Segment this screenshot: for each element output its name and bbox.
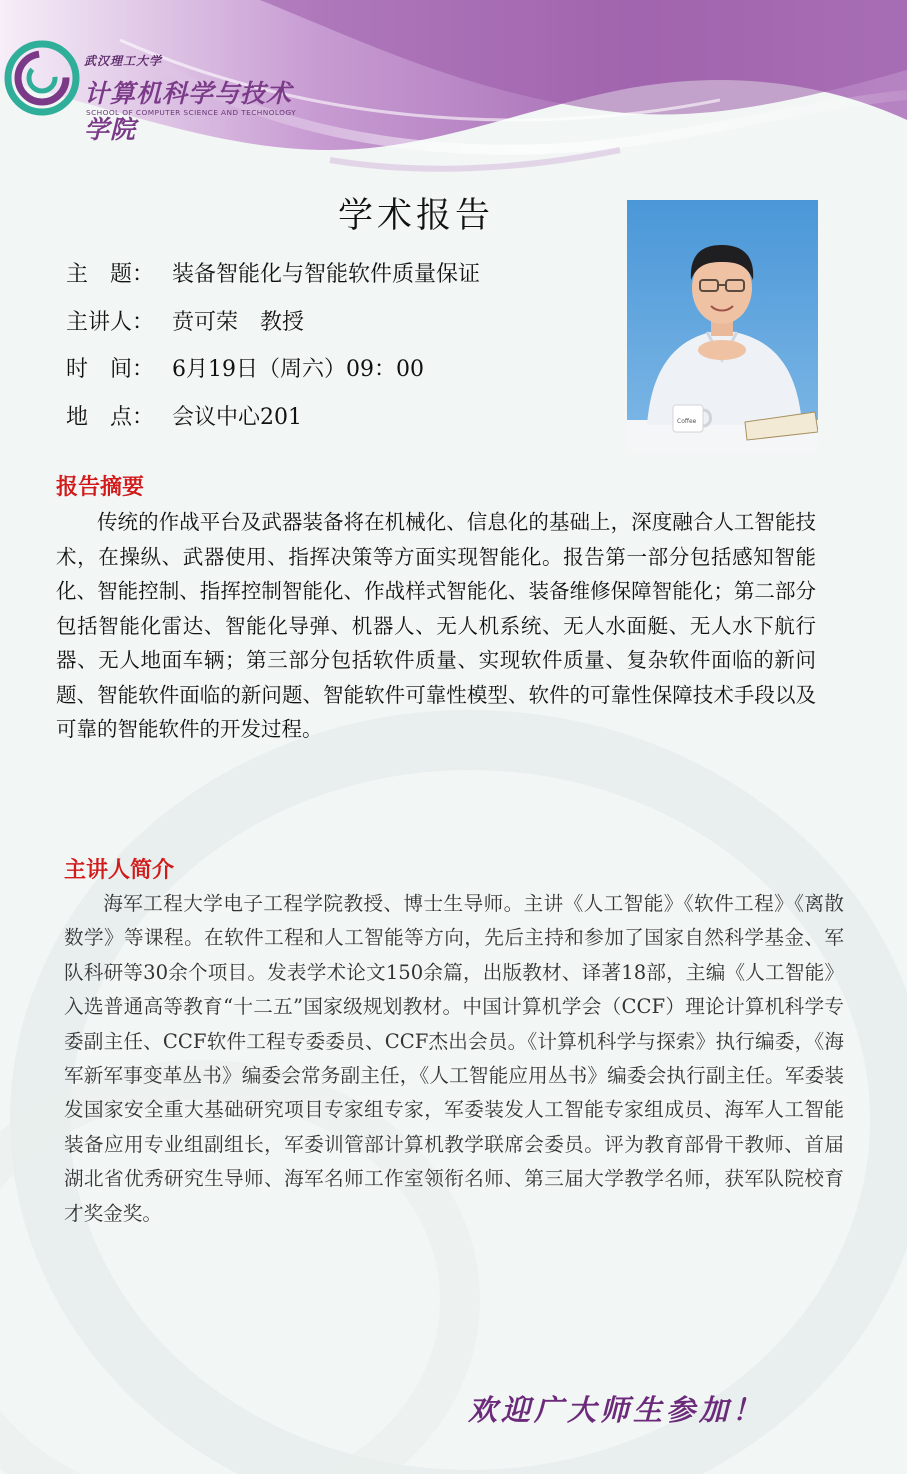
bio-text: 海军工程大学电子工程学院教授、博士生导师。主讲《人工智能》《软件工程》《离散数学》等课程。在软件工程和人工智能等方向，先后主持和参加了国家自然科学基金、军队科研等30余个项目。发表学术论文150余篇，出版教材、译著18部，主编《人工智能》入选普通高等教育“十二五”国家级规划教材。中国计算机学会（CCF）理论计算机科学专委副主任、CCF软件工程专委委员、CCF杰出会员。《计算机科学与探索》执行编委，《海军新军事变革丛书》编委会常务副主任，《人工智能应用丛书》编委会执行副主任。军委装发国家安全重大基础研究项目专家组专家，军委装发人工智能专家组成员、海军人工智能装备应用专业组副组长，军委训管部计算机教学联席会委员。评为教育部骨干教师、首届湖北省优秀研究生导师、海军名师工作室领衔名师、第三届大学教学名师，获军队院校育才奖金奖。	[64, 892, 844, 1225]
university-name: 武汉理工大学	[84, 54, 163, 68]
welcome-text: 欢迎广大师生参加！	[468, 1393, 766, 1427]
college-logo	[4, 38, 314, 144]
info-time	[66, 352, 424, 383]
bio-body	[64, 887, 844, 1231]
info-value: 6月19日（周六）09：00	[172, 357, 424, 382]
info-value: 会议中心201	[172, 405, 302, 430]
info-label: 地 点：	[66, 405, 155, 430]
bio-heading: 主讲人简介	[64, 857, 175, 883]
page-title: 学术报告	[338, 196, 495, 236]
speaker-photo	[627, 200, 818, 451]
logo-swirl-icon	[4, 38, 84, 120]
abstract-text: 传统的作战平台及武器装备将在机械化、信息化的基础上，深度融合人工智能技术，在操纵、武器使用、指挥决策等方面实现智能化。报告第一部分包括感知智能化、智能控制、指挥控制智能化、作战样式智能化、装备维修保障智能化；第二部分包括智能化雷达、智能化导弹、机器人、无人机系统、无人水面艇、无人水下航行器、无人地面车辆；第三部分包括软件质量、实现软件质量、复杂软件面临的新问题、智能软件面临的新问题、智能软件可靠性模型、软件的可靠性保障技术手段以及可靠的智能软件的开发过程。	[56, 510, 816, 741]
info-speaker	[66, 305, 304, 336]
mug-text: Coffee	[677, 418, 697, 425]
college-name: 计算机科学与技术学院	[84, 79, 293, 144]
info-value: 装备智能化与智能软件质量保证	[172, 262, 481, 287]
abstract-body	[56, 505, 816, 747]
abstract-heading: 报告摘要	[56, 474, 145, 500]
info-location	[66, 400, 302, 431]
info-label: 时 间：	[66, 357, 155, 382]
info-value: 贲可荣 教授	[172, 310, 305, 335]
college-name-en: SCHOOL OF COMPUTER SCIENCE AND TECHNOLOGY	[86, 108, 297, 117]
info-label: 主 题：	[66, 262, 155, 287]
info-label: 主讲人：	[66, 310, 155, 335]
info-topic	[66, 257, 480, 288]
